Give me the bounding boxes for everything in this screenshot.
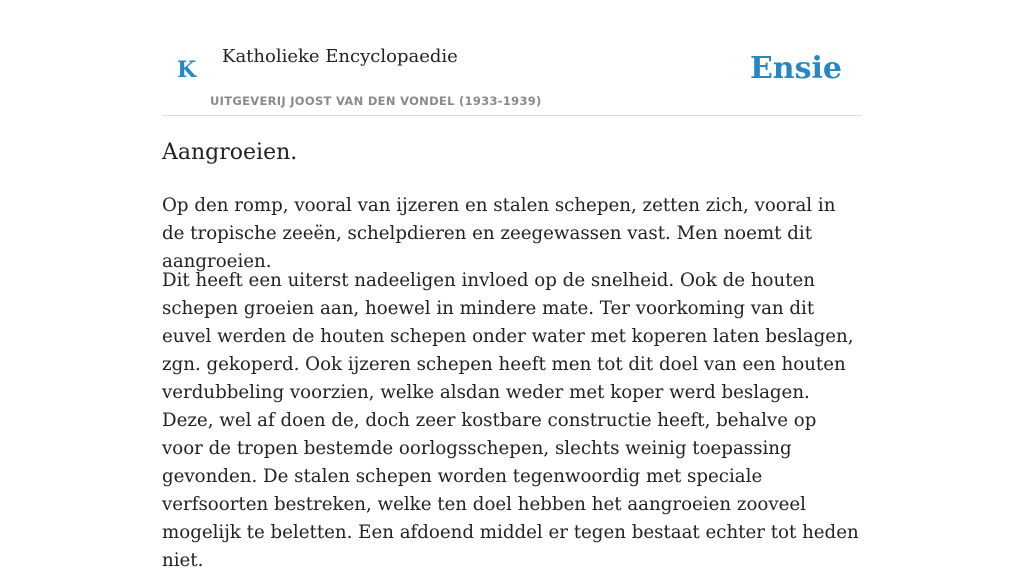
publisher-label: UITGEVERIJ JOOST VAN DEN VONDEL (1933-1939) [210, 94, 542, 108]
article-paragraph: Dit heeft een uiterst nadeeligen invloed op de snelheid. Ook de houten schepen groeien aan, hoewel in mindere mate. Ter voorkoming van dit euvel werden de houten schepen onder water met koperen laten beslagen, zgn. gekoperd. Ook ijzeren schepen heeft men tot dit doel van een houten verdubbeling voorzien, welke alsdan weder met koper werd beslagen. Deze, wel af doen de, doch zeer kostbare constructie heeft, behalve op voor de tropen bestemde oorlogsschepen, slechts weinig toepassing gevonden. De stalen schepen worden tegenwoordig met speciale verfsoorten bestreken, welke ten doel hebben het aangroeien zooveel mogelijk te beletten. Een afdoend middel er tegen bestaat echter tot heden niet. [162, 270, 859, 571]
site-header [162, 0, 862, 116]
article-title: Aangroeien. [162, 140, 298, 165]
site-logo[interactable]: K [177, 57, 197, 83]
site-title: Katholieke Encyclopaedie [222, 46, 458, 67]
article-paragraph: Op den romp, vooral van ijzeren en stalen schepen, zetten zich, vooral in de tropische zeeën, schelpdieren en zeegewassen vast. Men noemt dit aangroeien. [162, 195, 836, 272]
ensie-brand-link[interactable]: Ensie [749, 51, 842, 86]
page [162, 0, 862, 571]
